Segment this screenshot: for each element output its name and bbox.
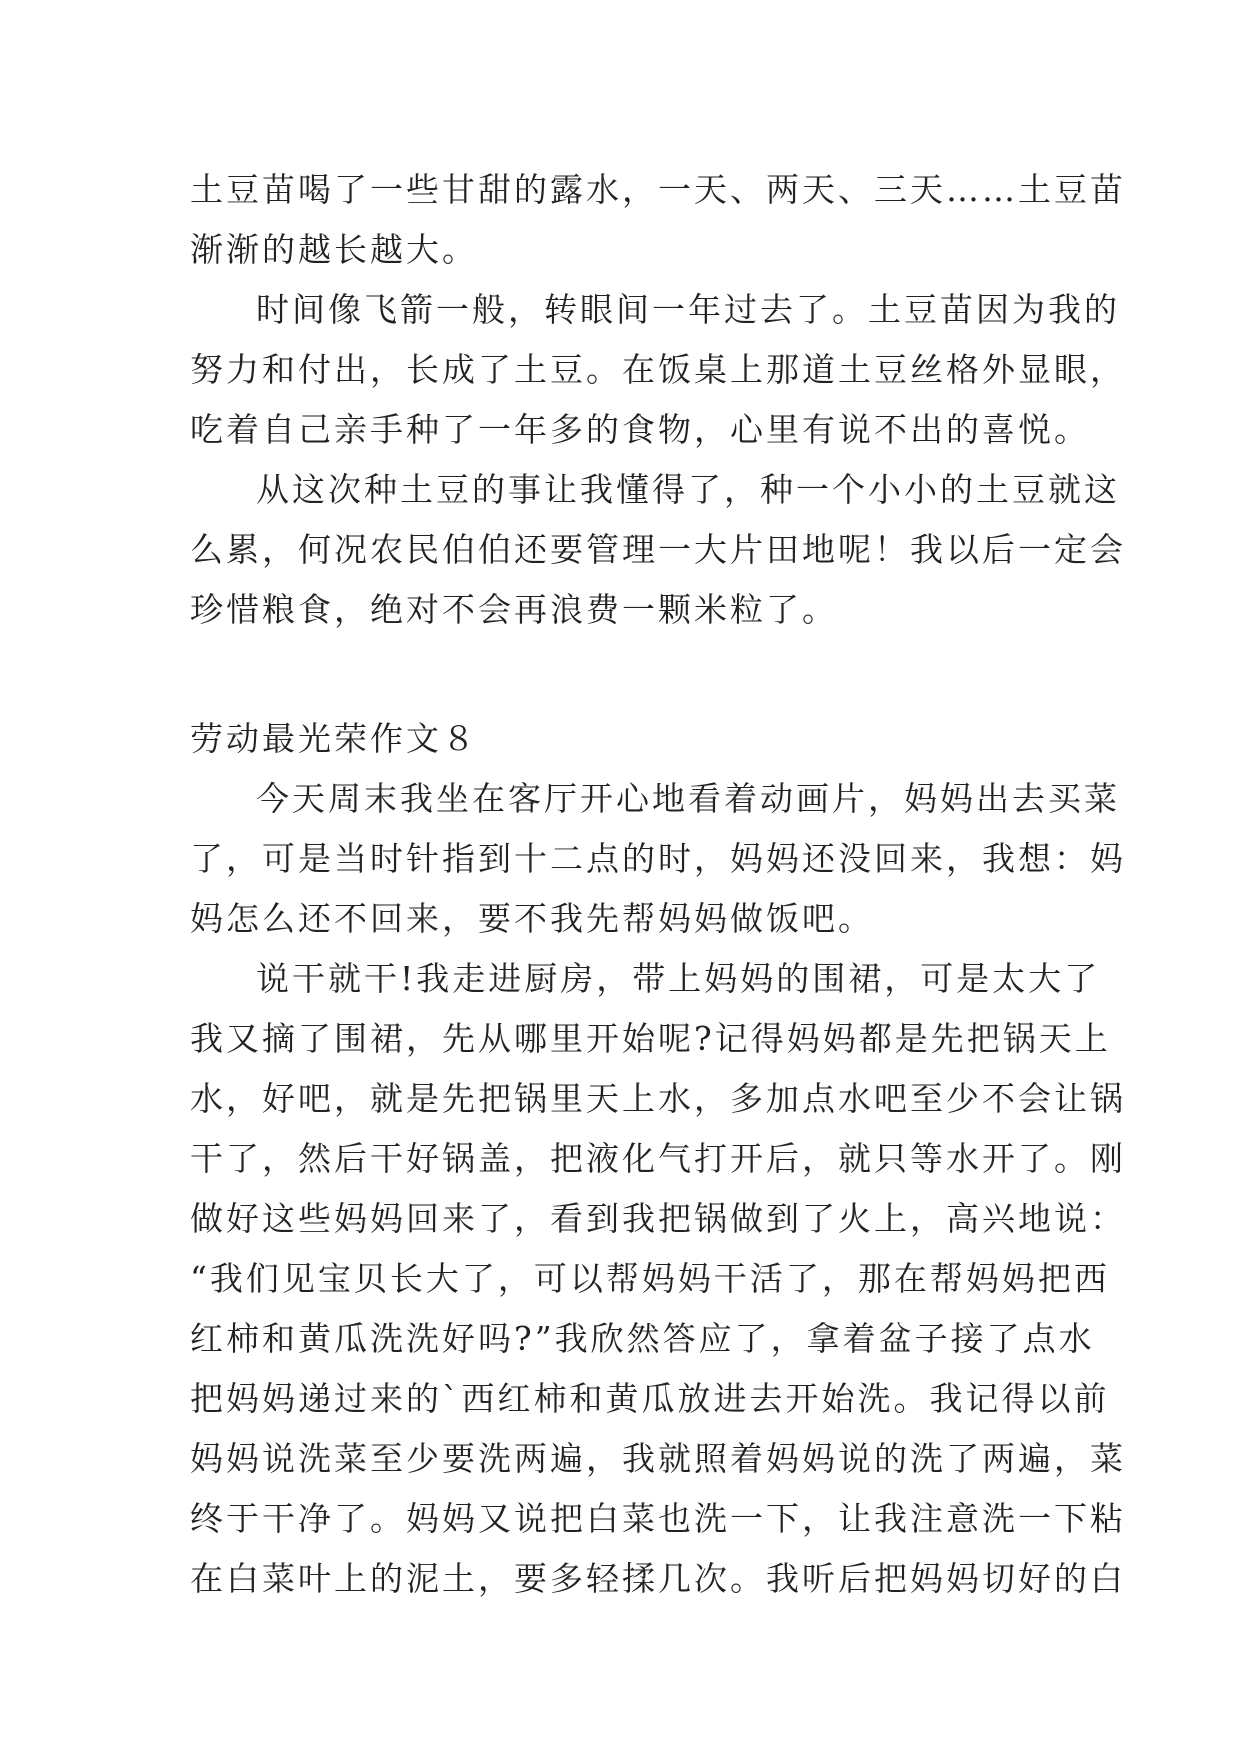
text-line: 说干就干!我走进厨房，带上妈妈的围裙，可是太大了	[256, 959, 1101, 998]
text-line: 努力和付出，长成了土豆。在饭桌上那道土豆丝格外显眼，	[190, 350, 1126, 389]
text-line: 时间像飞箭一般，转眼间一年过去了。土豆苗因为我的	[256, 290, 1120, 329]
paragraph-5	[190, 949, 1126, 1609]
text-line: 土豆苗喝了一些甘甜的露水，一天、两天、三天……土豆苗	[190, 170, 1126, 209]
text-line: 干了，然后干好锅盖，把液化气打开后，就只等水开了。刚	[190, 1139, 1126, 1178]
text-line: 终于干净了。妈妈又说把白菜也洗一下，让我注意洗一下粘	[190, 1499, 1126, 1538]
text-line: 渐渐的越长越大。	[190, 230, 478, 269]
text-line: 吃着自己亲手种了一年多的食物，心里有说不出的喜悦。	[190, 410, 1090, 449]
text-line: 么累，何况农民伯伯还要管理一大片田地呢！我以后一定会	[190, 530, 1126, 569]
paragraph-2	[190, 280, 1126, 460]
text-line: 珍惜粮食，绝对不会再浪费一颗米粒了。	[190, 590, 838, 629]
text-line: 在白菜叶上的泥土，要多轻揉几次。我听后把妈妈切好的白	[190, 1559, 1126, 1598]
text-line: 我又摘了围裙，先从哪里开始呢?记得妈妈都是先把锅天上	[190, 1019, 1111, 1058]
paragraph-4	[190, 769, 1126, 949]
text-line: “我们见宝贝长大了，可以帮妈妈干活了，那在帮妈妈把西	[190, 1259, 1110, 1298]
text-line: 把妈妈递过来的`西红柿和黄瓜放进去开始洗。我记得以前	[190, 1379, 1110, 1418]
paragraph-1	[190, 160, 1126, 280]
text-line: 水，好吧，就是先把锅里天上水，多加点水吧至少不会让锅	[190, 1079, 1126, 1118]
text-line: 妈妈说洗菜至少要洗两遍，我就照着妈妈说的洗了两遍，菜	[190, 1439, 1126, 1478]
text-line: 今天周末我坐在客厅开心地看着动画片，妈妈出去买菜	[256, 779, 1120, 818]
text-line: 从这次种土豆的事让我懂得了，种一个小小的土豆就这	[256, 470, 1120, 509]
document-page	[190, 160, 1126, 1609]
paragraph-3	[190, 460, 1126, 640]
text-line: 红柿和黄瓜洗洗好吗?”我欣然答应了，拿着盆子接了点水	[190, 1319, 1095, 1358]
text-line: 妈怎么还不回来，要不我先帮妈妈做饭吧。	[190, 899, 874, 938]
text-line: 做好这些妈妈回来了，看到我把锅做到了火上，高兴地说：	[190, 1199, 1126, 1238]
text-line: 了，可是当时针指到十二点的时，妈妈还没回来，我想：妈	[190, 839, 1126, 878]
section-heading: 劳动最光荣作文８	[190, 719, 478, 758]
